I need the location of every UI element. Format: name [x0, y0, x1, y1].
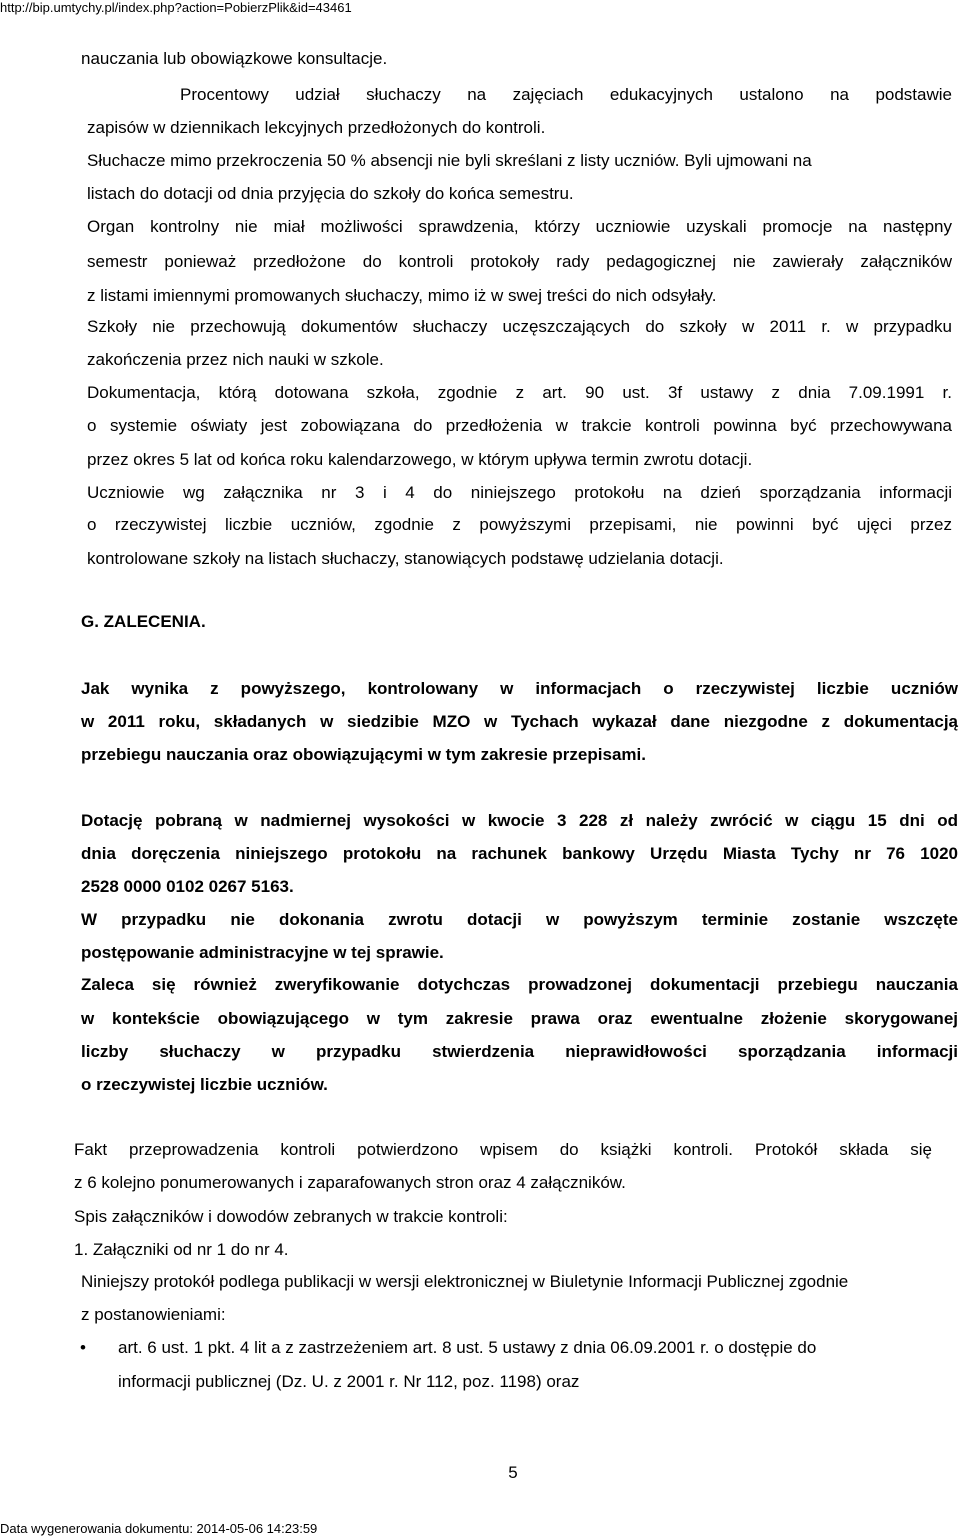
findings-line-5: listach do dotacji od dnia przyjęcia do szkoły do końca semestru.	[87, 184, 574, 203]
page-number: 5	[508, 1463, 518, 1482]
footer-generated-date: Data wygenerowania dokumentu: 2014-05-06 14:23:59	[0, 1521, 318, 1536]
bullet-item-line-1: art. 6 ust. 1 pkt. 4 lit a z zastrzeżeniem art. 8 ust. 5 ustawy z dnia 06.09.2001 r. o dostępie do	[118, 1338, 817, 1357]
recommendation-line-2: w 2011 roku, składanych w siedzibie MZO w Tychach wykazał dane niezgodne z dokumentacją	[81, 712, 958, 731]
findings-line-4: Słuchacze mimo przekroczenia 50 % absencji nie byli skreślani z listy uczniów. Byli ujmowani na	[87, 151, 812, 170]
findings-line-11: Dokumentacja, którą dotowana szkoła, zgodnie z art. 90 ust. 3f ustawy z dnia 7.09.1991 r.	[87, 383, 952, 402]
findings-line-3: zapisów w dziennikach lekcyjnych przedłożonych do kontroli.	[87, 118, 546, 137]
recommendation-line-1: Jak wynika z powyższego, kontrolowany w informacjach o rzeczywistej liczbie uczniów	[81, 679, 958, 698]
bullet-item-line-2: informacji publicznej (Dz. U. z 2001 r. Nr 112, poz. 1198) oraz	[118, 1372, 580, 1391]
recommendation-line-6: 2528 0000 0102 0267 5163.	[81, 877, 294, 896]
closing-line-2: z 6 kolejno ponumerowanych i zaparafowanych stron oraz 4 załączników.	[74, 1173, 626, 1192]
findings-line-14: Uczniowie wg załącznika nr 3 i 4 do niniejszego protokołu na dzień sporządzania informacji	[87, 483, 952, 502]
findings-line-2: Procentowy udział słuchaczy na zajęciach edukacyjnych ustalono na podstawie	[180, 85, 952, 104]
findings-line-10: zakończenia przez nich nauki w szkole.	[87, 350, 384, 369]
recommendation-line-11: liczby słuchaczy w przypadku stwierdzenia nieprawidłowości sporządzania informacji	[81, 1042, 958, 1061]
findings-line-15: o rzeczywistej liczbie uczniów, zgodnie z powyższymi przepisami, nie powinni być ujęci przez	[87, 515, 952, 534]
findings-line-9: Szkoły nie przechowują dokumentów słuchaczy uczęszczających do szkoły w 2011 r. w przypadku	[87, 317, 952, 336]
findings-line-8: z listami imiennymi promowanych słuchaczy, mimo iż w swej treści do nich odsyłały.	[87, 286, 717, 305]
closing-line-6: z postanowieniami:	[81, 1305, 226, 1324]
recommendation-line-10: w kontekście obowiązującego w tym zakresie prawa oraz ewentualne złożenie skorygowanej	[81, 1009, 958, 1028]
recommendation-line-7: W przypadku nie dokonania zwrotu dotacji w powyższym terminie zostanie wszczęte	[81, 910, 958, 929]
findings-line-16: kontrolowane szkoły na listach słuchaczy, stanowiących podstawę udzielania dotacji.	[87, 549, 724, 568]
recommendation-line-3: przebiegu nauczania oraz obowiązującymi w tym zakresie przepisami.	[81, 745, 646, 764]
closing-line-1: Fakt przeprowadzenia kontroli potwierdzono wpisem do książki kontroli. Protokół składa się	[74, 1140, 932, 1159]
recommendation-line-12: o rzeczywistej liczbie uczniów.	[81, 1075, 328, 1094]
findings-line-6: Organ kontrolny nie miał możliwości sprawdzenia, którzy uczniowie uzyskali promocje na następny	[87, 217, 952, 236]
closing-line-5: Niniejszy protokół podlega publikacji w wersji elektronicznej w Biuletynie Informacji Publicznej zgodnie	[81, 1272, 849, 1291]
recommendation-line-8: postępowanie administracyjne w tej sprawie.	[81, 943, 444, 962]
findings-line-12: o systemie oświaty jest zobowiązana do przedłożenia w trakcie kontroli powinna być przechowywana	[87, 416, 952, 435]
findings-line-13: przez okres 5 lat od końca roku kalendarzowego, w którym upływa termin zwrotu dotacji.	[87, 450, 753, 469]
closing-line-4: 1. Załączniki od nr 1 do nr 4.	[74, 1240, 289, 1259]
section-heading: G. ZALECENIA.	[81, 612, 206, 631]
recommendation-line-4: Dotację pobraną w nadmiernej wysokości w kwocie 3 228 zł należy zwrócić w ciągu 15 dni od	[81, 811, 958, 830]
findings-line-1: nauczania lub obowiązkowe konsultacje.	[81, 49, 388, 68]
closing-line-3: Spis załączników i dowodów zebranych w trakcie kontroli:	[74, 1207, 508, 1226]
recommendation-line-5: dnia doręczenia niniejszego protokołu na rachunek bankowy Urzędu Miasta Tychy nr 76 1020	[81, 844, 958, 863]
bullet-marker: •	[80, 1338, 86, 1357]
findings-line-7: semestr ponieważ przedłożone do kontroli protokoły rady pedagogicznej nie zawierały załączników	[87, 252, 952, 271]
recommendation-line-9: Zaleca się również zweryfikowanie dotychczas prowadzonej dokumentacji przebiegu nauczania	[81, 975, 958, 994]
header-url[interactable]: http://bip.umtychy.pl/index.php?action=PobierzPlik&id=43461	[0, 0, 352, 15]
